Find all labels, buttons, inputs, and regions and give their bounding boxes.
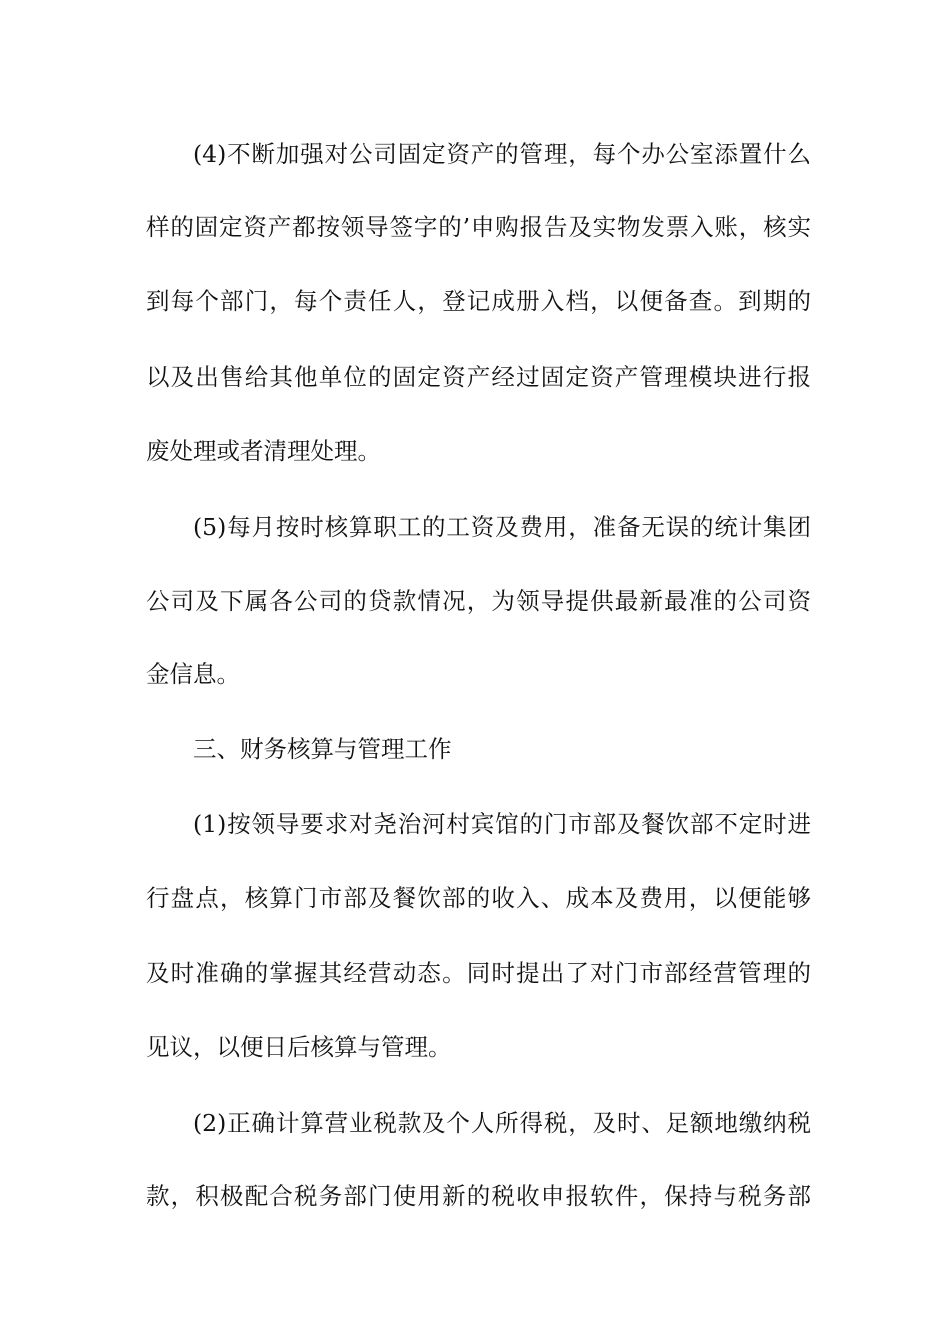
paragraph-4-line-3: 到每个部门，每个责任人，登记成册入档，以便备查。到期的 <box>146 287 811 315</box>
paragraph-4-line-2: 样的固定资产都按领导签字的’申购报告及实物发票入账，核实 <box>146 213 811 241</box>
paragraph-5-line-2: 公司及下属各公司的贷款情况，为领导提供最新最准的公司资 <box>146 587 811 615</box>
paragraph-4-line-5: 废处理或者清理处理。 <box>146 437 381 465</box>
paragraph-1-line-3: 及时准确的掌握其经营动态。同时提出了对门市部经营管理的 <box>146 959 811 987</box>
paragraph-1-line-1: (1)按领导要求对尧治河村宾馆的门市部及餐饮部不定时进 <box>193 810 811 838</box>
paragraph-4-line-1: (4)不断加强对公司固定资产的管理，每个办公室添置什么 <box>193 140 811 168</box>
paragraph-2-line-1: (2)正确计算营业税款及个人所得税，及时、足额地缴纳税 <box>193 1109 811 1137</box>
section-heading: 三、财务核算与管理工作 <box>193 735 452 763</box>
paragraph-5-line-1: (5)每月按时核算职工的工资及费用，准备无误的统计集团 <box>193 513 811 541</box>
paragraph-1-line-2: 行盘点，核算门市部及餐饮部的收入、成本及费用，以便能够 <box>146 884 811 912</box>
paragraph-4-line-4: 以及出售给其他单位的固定资产经过固定资产管理模块进行报 <box>146 363 811 391</box>
paragraph-1-line-4: 见议，以便日后核算与管理。 <box>146 1033 452 1061</box>
paragraph-5-line-3: 金信息。 <box>146 660 240 688</box>
paragraph-2-line-2: 款，积极配合税务部门使用新的税收申报软件，保持与税务部 <box>146 1182 811 1210</box>
